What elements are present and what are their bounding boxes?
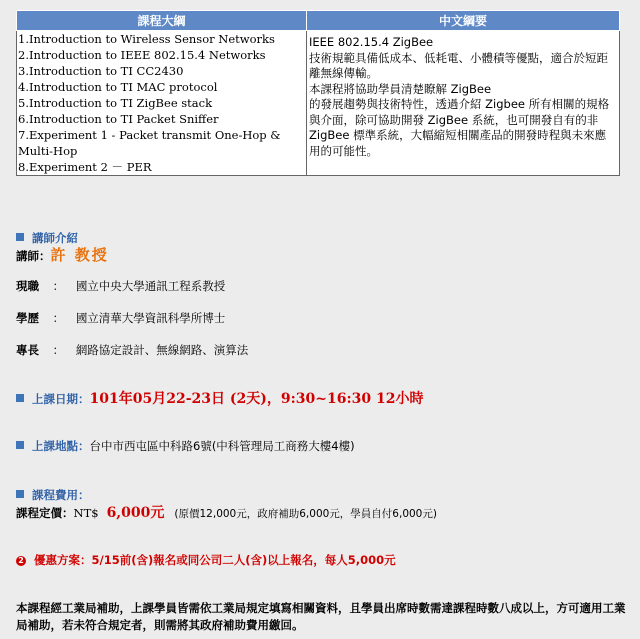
outline-body-row (17, 31, 620, 176)
fee-section-title: 課程費用： (16, 487, 90, 503)
instructor-edu-row (16, 310, 225, 326)
instructor-current-row (16, 278, 225, 294)
outline-topic: 7.Experiment 1 - Packet transmit One-Hop & Multi-Hop (18, 128, 281, 158)
course-outline-table (16, 10, 620, 176)
edu-value: 國立清華大學資訊科學所博士 (75, 311, 226, 325)
bullet-square-icon (16, 233, 24, 241)
fee-price: 6,000元 (106, 505, 165, 521)
summary-line: 的發展趨勢與技術特性，透過介紹 Zigbee 所有相關的規格與介面，除可協助開發 ZigBee 系統，也可開發自有的非 ZigBee 標準系統，大幅縮短相關產品的開發時程與未來應用的可能性。 (309, 97, 610, 158)
outline-topic: 5.Introduction to TI ZigBee stack (18, 96, 213, 110)
instructor-label: 講師： (16, 249, 51, 263)
outline-header-right: 中文綱要 (307, 11, 620, 31)
expertise-sep: ： (52, 343, 65, 357)
instructor-section-title: 講師介紹 (16, 230, 78, 246)
fee-label: 課程定價： (16, 506, 74, 520)
promo-text: 優惠方案：5/15前(含)報名或同公司二人(含)以上報名，每人5,000元 (34, 553, 396, 567)
outline-header-row (17, 11, 620, 31)
fee-detail: (原價12,000元，政府補助6,000元，學員自付6,000元) (174, 508, 437, 520)
schedule-label: 上課日期： (32, 392, 90, 406)
edu-label: 學歷 (16, 311, 39, 325)
schedule-row (16, 388, 423, 408)
expertise-label: 專長 (16, 343, 39, 357)
outline-topic: 1.Introduction to Wireless Sensor Networks (18, 32, 275, 46)
instructor-expertise-row (16, 342, 248, 358)
outline-topic: 8.Experiment 2 － PER (18, 160, 152, 174)
outline-topic-list (17, 31, 307, 176)
outline-summary (307, 31, 620, 176)
outline-topic: 4.Introduction to TI MAC protocol (18, 80, 218, 94)
outline-topic: 2.Introduction to IEEE 802.15.4 Networks (18, 48, 266, 62)
outline-topic: 3.Introduction to TI CC2430 (18, 64, 184, 78)
schedule-value: 101年05月22-23日 (2天)，9:30~16:30 12小時 (89, 391, 424, 407)
instructor-name-row (16, 244, 109, 265)
location-label: 上課地點： (32, 439, 90, 453)
expertise-value: 網路協定設計、無線網路、演算法 (75, 343, 249, 357)
current-label: 現職 (16, 279, 39, 293)
location-value: 台中市西屯區中科路6號(中科管理局工商務大樓4樓) (89, 439, 355, 453)
subsidy-note: 本課程經工業局補助，上課學員皆需依工業局規定填寫相關資料，且學員出席時數需達課程時數八成以上，方可適用工業局補助，若未符合規定者，則需將其政府補助費用繳回。 (16, 601, 626, 632)
outline-header-left: 課程大綱 (17, 11, 307, 31)
edu-sep: ： (52, 311, 65, 325)
current-value: 國立中央大學通訊工程系教授 (75, 279, 226, 293)
fee-currency: NT$ (73, 506, 99, 520)
summary-line: 本課程將協助學員清楚瞭解 ZigBee (309, 81, 492, 96)
summary-line: IEEE 802.15.4 ZigBee (309, 35, 434, 49)
outline-topic: 6.Introduction to TI Packet Sniffer (18, 112, 219, 126)
current-sep: ： (52, 279, 65, 293)
bullet-square-icon (16, 490, 24, 498)
promo-number-icon: 2 (16, 556, 26, 566)
summary-line: 技術規範具備低成本、低耗電、小體積等優點，適合於短距離無線傳輸。 (309, 50, 608, 80)
bullet-square-icon (16, 394, 24, 402)
promo-row (16, 552, 396, 568)
location-row (16, 438, 355, 454)
bullet-square-icon (16, 441, 24, 449)
instructor-name: 許 教授 (50, 246, 109, 264)
fee-row (16, 502, 437, 522)
